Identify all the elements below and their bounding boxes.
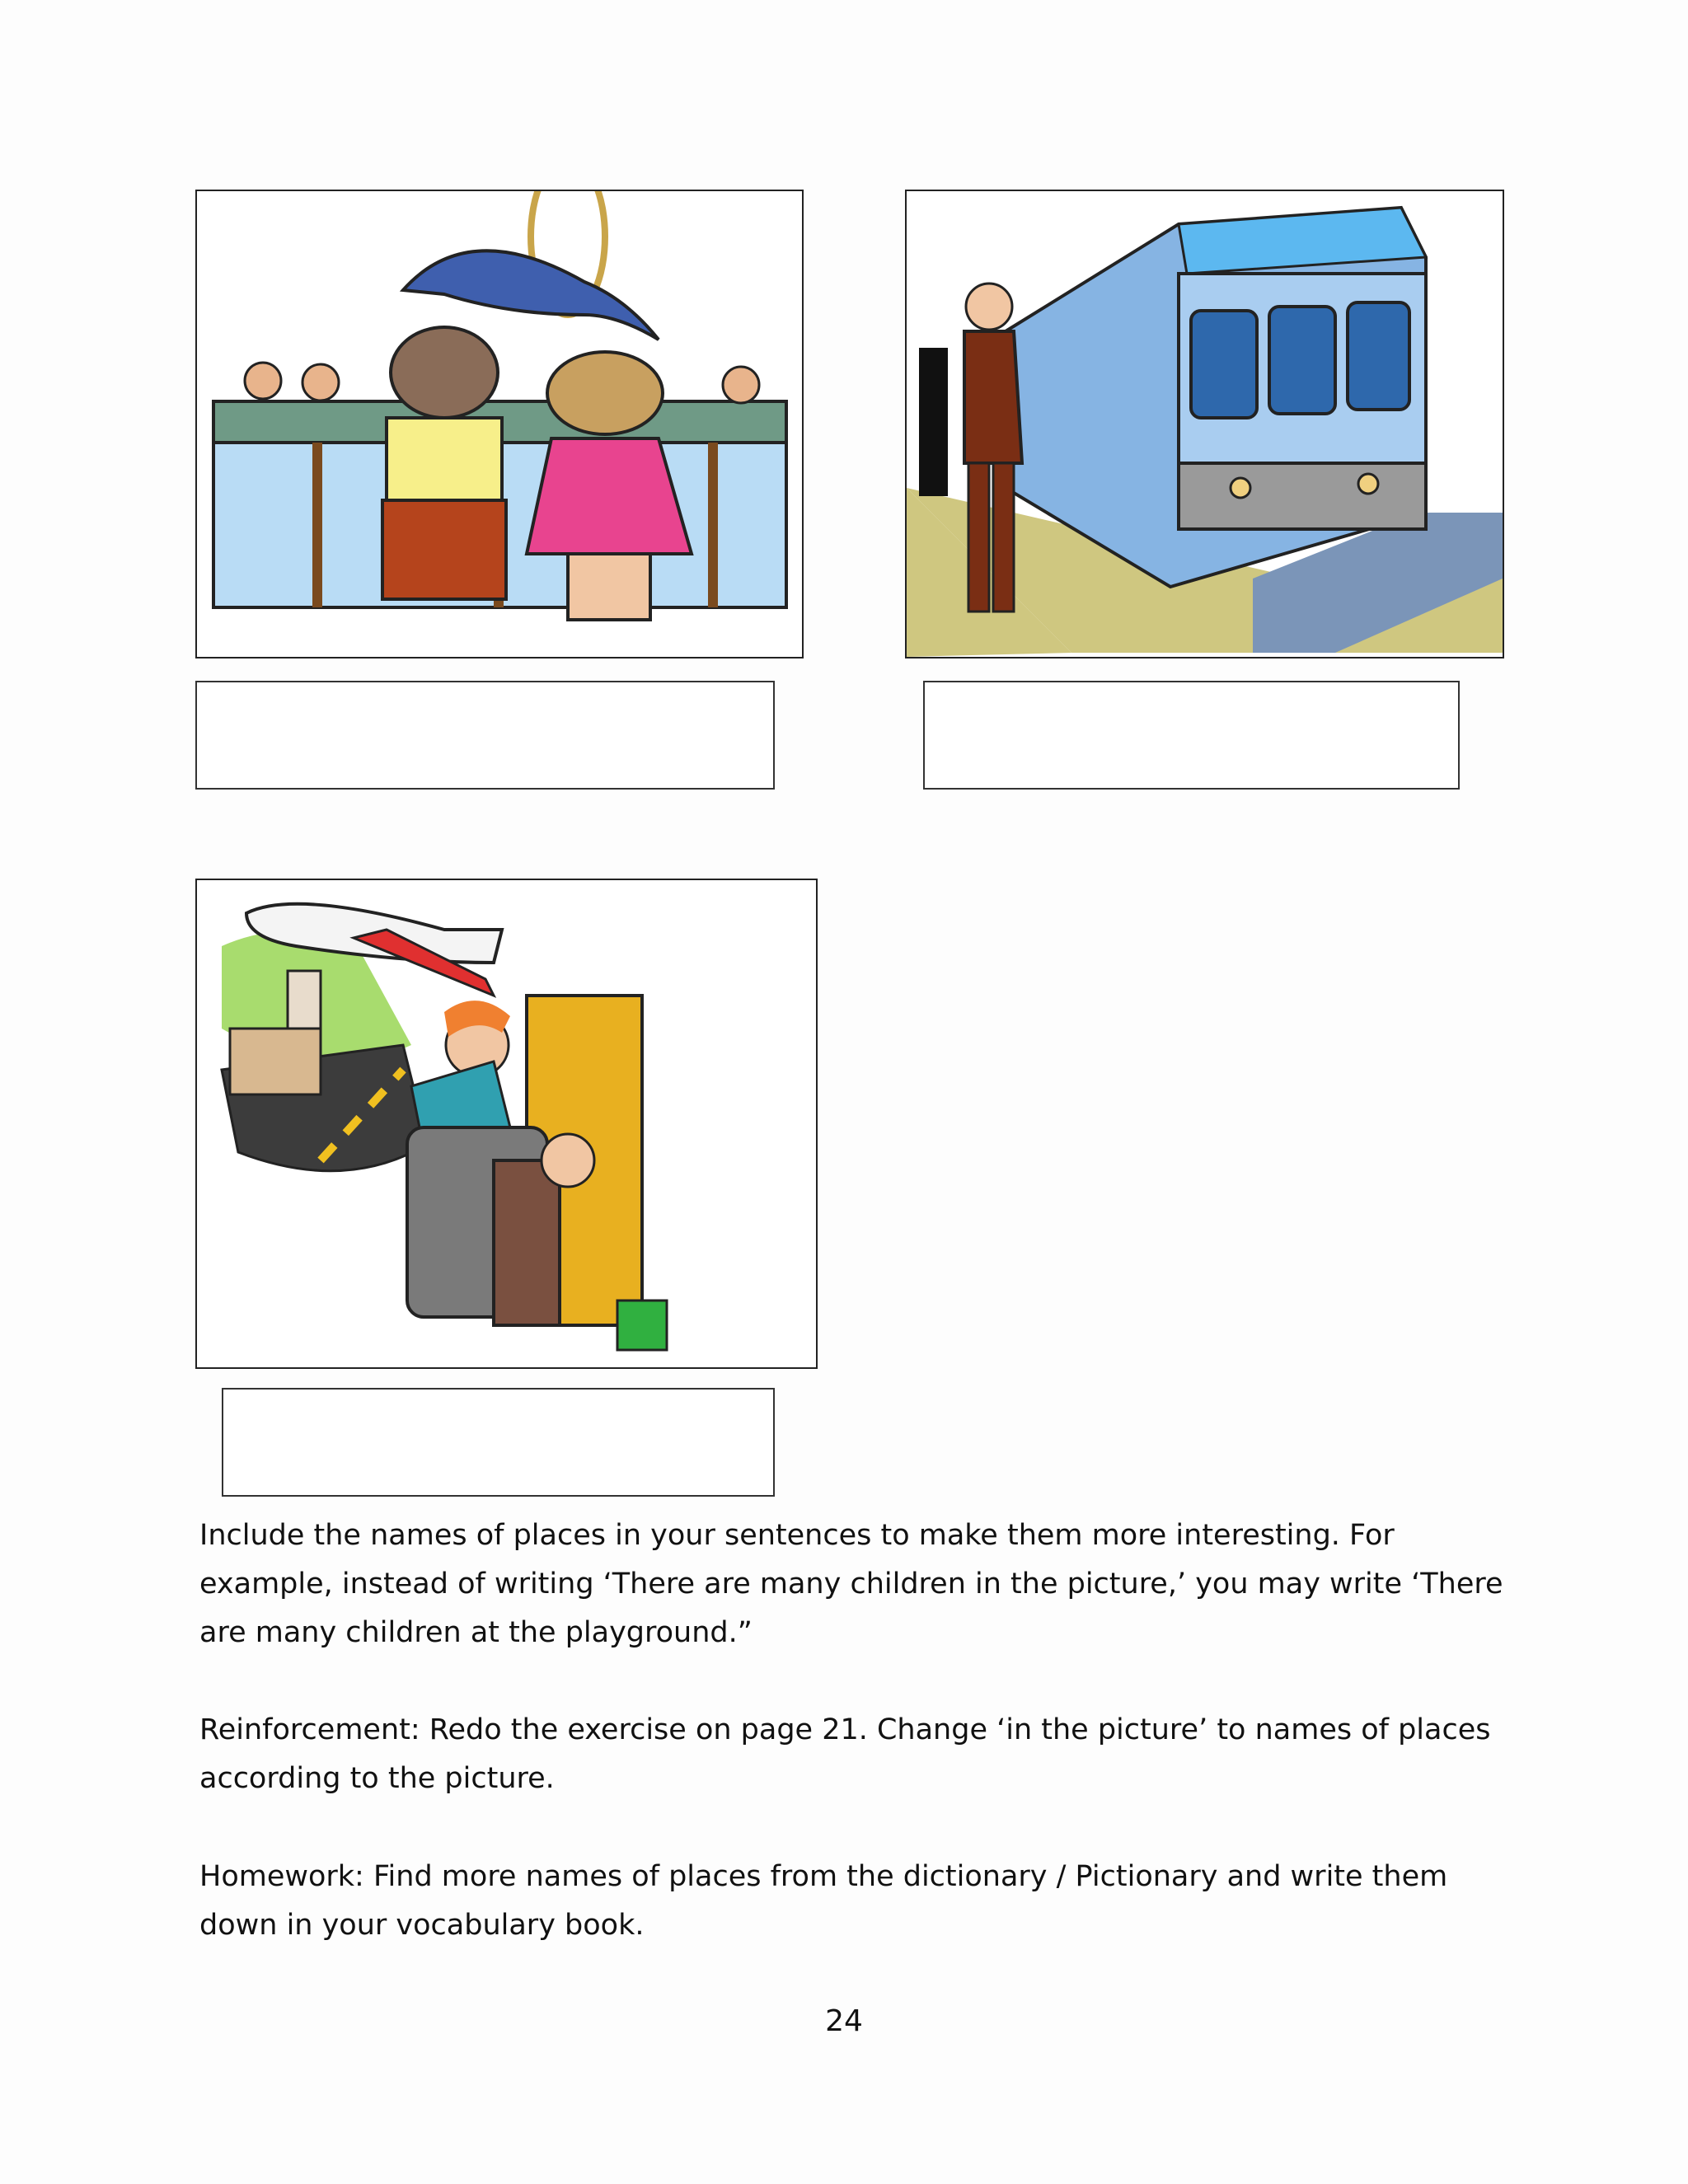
tip-paragraph [199,1511,1503,1657]
text-line: are many children at the playground.” [199,1616,753,1649]
airport-picture [195,879,818,1369]
dolphin-show-picture [195,190,804,658]
text-line: according to the picture. [199,1762,555,1795]
answer-box-2[interactable] [923,681,1460,790]
train-station-illustration [907,191,1503,657]
airport-illustration [197,880,816,1367]
text-line: Homework: Find more names of places from the dictionary / Pictionary and write them [199,1860,1448,1893]
text-line: down in your vocabulary book. [199,1909,645,1942]
text-line: example, instead of writing ‘There are many children in the picture,’ you may write ‘There [199,1568,1503,1601]
answer-box-1[interactable] [195,681,775,790]
reinforcement-paragraph [199,1706,1490,1803]
page-number: 24 [825,2004,863,2038]
answer-box-3[interactable] [222,1388,775,1497]
train-station-picture [905,190,1504,658]
text-line: Reinforcement: Redo the exercise on page 21. Change ‘in the picture’ to names of places [199,1713,1491,1746]
text-line: Include the names of places in your sentences to make them more interesting. For [199,1519,1395,1552]
dolphin-show-illustration [197,191,802,657]
homework-paragraph [199,1853,1447,1950]
